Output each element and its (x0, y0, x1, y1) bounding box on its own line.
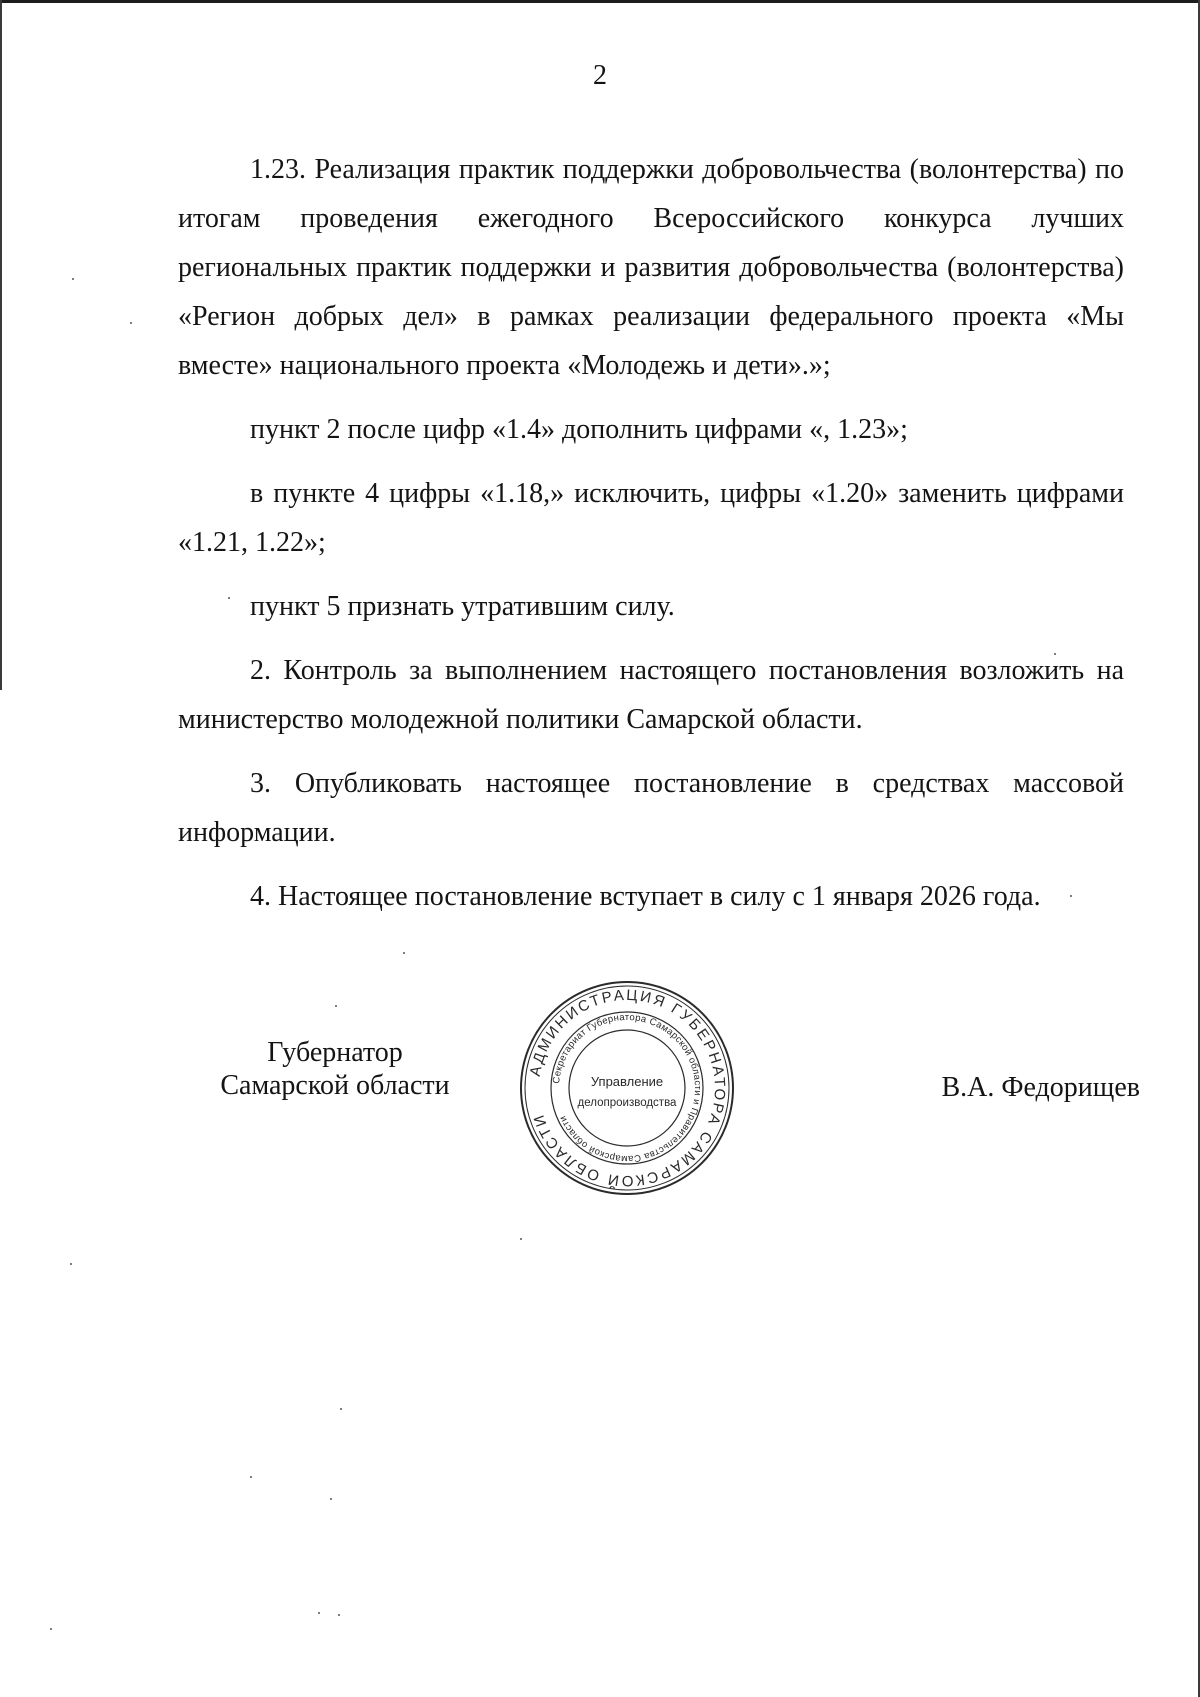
seal-center-line1: Управление (590, 1074, 664, 1089)
scan-speck (70, 1263, 72, 1265)
scan-speck (72, 278, 74, 280)
scan-speck (1054, 653, 1056, 655)
scan-speck (520, 1238, 522, 1240)
scan-speck (1070, 895, 1072, 897)
seal-inner-ring-text: Секретариат Губернатора Самарской области и Правительства Самарской области (551, 1011, 704, 1165)
paragraph-publish: 3. Опубликовать настоящее постановление в средствах массовой информации. (178, 768, 1124, 848)
paragraph-control: 2. Контроль за выполнением настоящего постановления возложить на министерство молодежной политики Самарской области. (178, 655, 1124, 735)
scan-speck (130, 322, 132, 324)
seal-outer-ring-text: АДМИНИСТРАЦИЯ ГУБЕРНАТОРА САМАРСКОЙ ОБЛАСТИ (526, 986, 729, 1190)
document-body (178, 145, 1124, 921)
seal-center-line2: делопроизводства (577, 1097, 677, 1109)
official-seal (517, 978, 737, 1198)
signer-title-line1: Губернатор (267, 1037, 403, 1068)
signer-title-line2: Самарской области (220, 1070, 450, 1101)
scan-speck (228, 597, 230, 599)
scan-speck (340, 1408, 342, 1410)
scan-speck (50, 1628, 52, 1630)
paragraph-amend-point-4: в пункте 4 цифры «1.18,» исключить, цифры «1.20» заменить цифрами «1.21, 1.22»; (178, 478, 1124, 558)
scan-border-top (0, 0, 1200, 3)
paragraph-item-1-23: 1.23. Реализация практик поддержки добровольчества (волонтерства) по итогам проведения ежегодного Всероссийского конкурса лучших региональных практик поддержки и развития добровольчества (волонтерства) «Регион добрых дел» в рамках реализации федерального проекта «Мы вместе» национального проекта «Молодежь и дети».»; (178, 154, 1124, 381)
page-number: 2 (593, 60, 607, 91)
paragraph-effective-date: 4. Настоящее постановление вступает в силу с 1 января 2026 года. (250, 881, 1041, 912)
scan-speck (330, 1498, 332, 1500)
scan-speck (338, 1614, 340, 1616)
scan-border-left (0, 0, 2, 690)
signer-title (200, 1036, 470, 1102)
paragraph-amend-point-5: пункт 5 признать утратившим силу. (250, 591, 675, 622)
scan-speck (335, 1005, 337, 1007)
signer-name: В.А. Федорищев (941, 1072, 1140, 1103)
scan-speck (318, 1612, 320, 1614)
scan-speck (403, 952, 405, 954)
scan-speck (250, 1476, 252, 1478)
paragraph-amend-point-2: пункт 2 после цифр «1.4» дополнить цифрами «, 1.23»; (250, 414, 908, 445)
